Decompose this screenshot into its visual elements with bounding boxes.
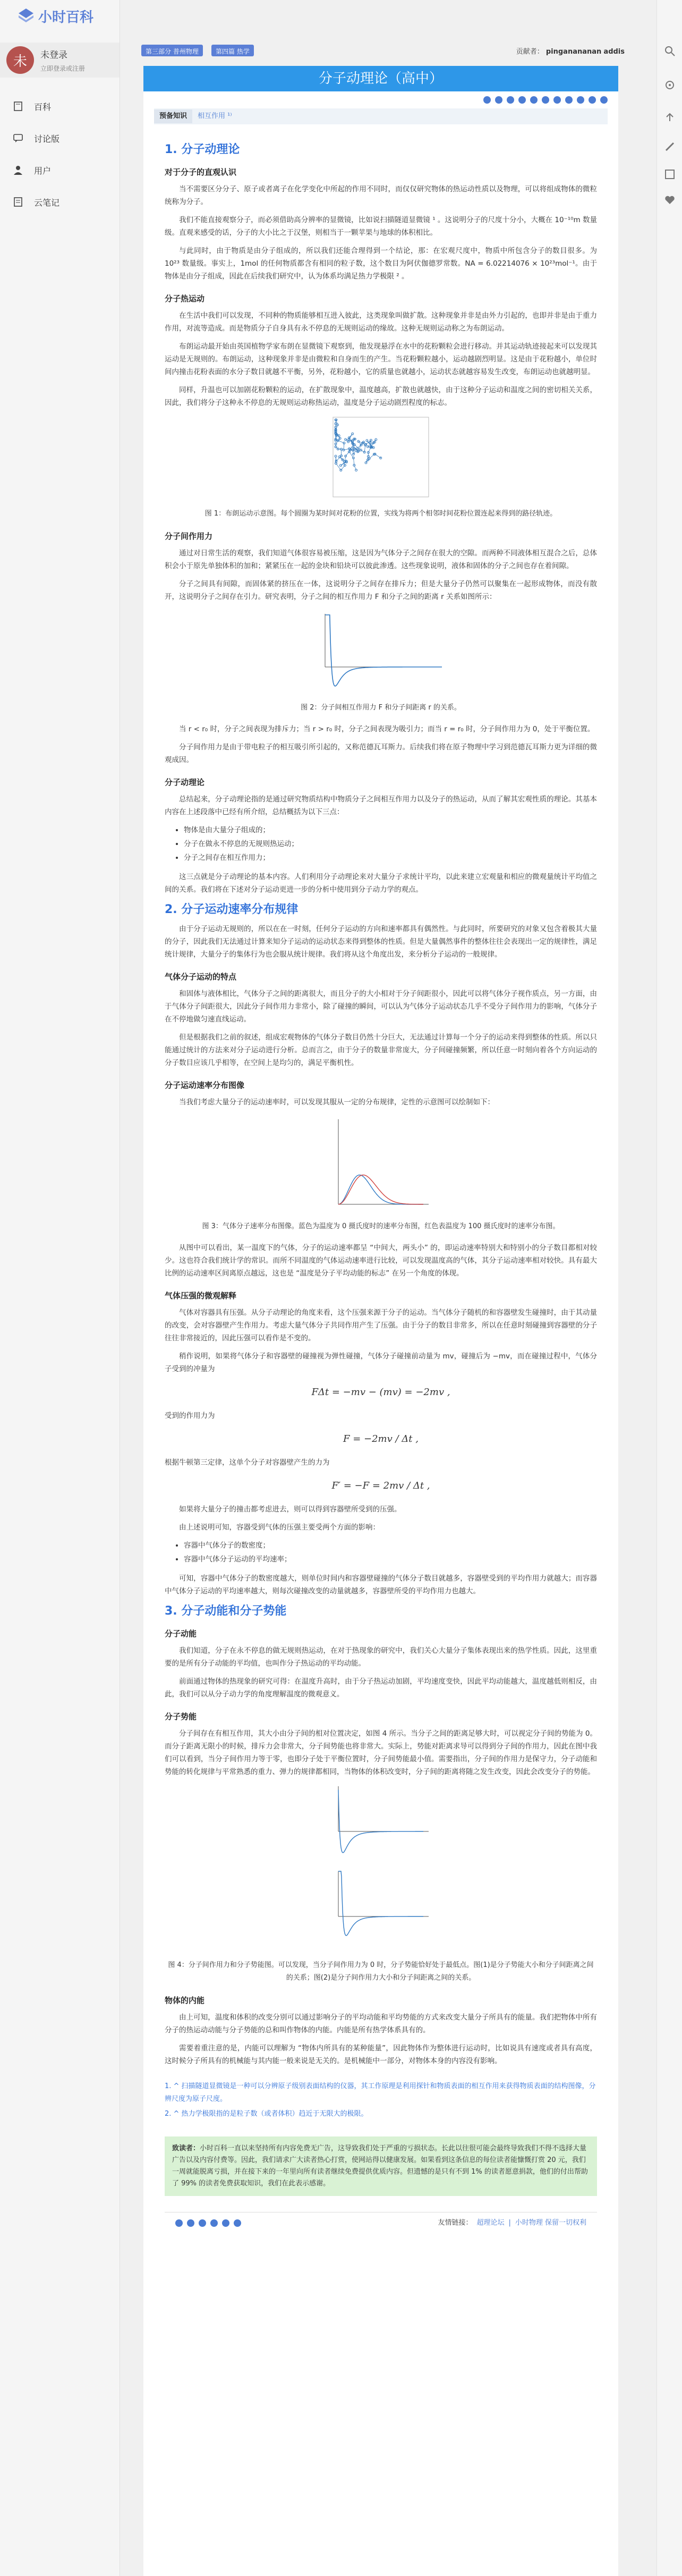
star-icon[interactable]	[234, 2219, 241, 2227]
subsection-heading: 对于分子的直观认识	[165, 167, 237, 177]
article-footer	[165, 2212, 597, 2233]
paragraph: 同样，升温也可以加剧花粉颗粒的运动，在扩散现象中，温度越高，扩散也就越快，由于这种分子运动和温度之间的密切相关关系，因此，我们将分子这种永不停息的无规则运动称热运动，温度是分子运动剧烈程度的标志。	[165, 386, 597, 407]
sidebar-item-label: 讨论版	[34, 133, 60, 144]
sidebar-item-label: 云笔记	[34, 197, 60, 208]
paragraph: 受到的作用力为	[165, 1412, 215, 1420]
paragraph: 需要着重注意的是，内能可以理解为 “物体内所具有的某种能量”，因此物体作为整体进行运动时，比如说具有速度或者具有高度，这时候分子所具有的机械能与其内能一般来说是无关的。是机械能中一部分，对物体本身的内容没有影响。	[165, 2044, 597, 2065]
paragraph: 但是根据我们之前的叙述，组成宏观物体的气体分子数目仍然十分巨大，无法通过计算每一个分子的运动来得到整体的性质。所以只能通过统计的方法来对分子运动进行分析。总而言之，由于分子的数量非常庞大，分子间碰撞频繁，所以任意一时刻向着各个方向运动的分子数目应该几乎相等，在空间上是均匀的，满足平衡机性。	[165, 1033, 597, 1067]
contributors-label: 贡献者：	[516, 48, 544, 56]
footer-links-label: 友情链接：	[438, 2218, 473, 2227]
copy-icon[interactable]	[495, 96, 502, 104]
paragraph: 分子间作用力是由于带电粒子的相互吸引所引起的，又称范德瓦耳斯力。后续我们将在原子物理中学习到范德瓦耳斯力更为详细的微观成因。	[165, 743, 597, 764]
footer-link[interactable]: 小时物理 保留一切权利	[515, 2218, 586, 2227]
logo-icon	[17, 7, 35, 25]
edit-icon[interactable]	[577, 96, 584, 104]
footnote[interactable]: 1. ^ 扫描隧道显微镜是一种可以分辨原子级别表面结构的仪器，其工作原理是利用探针和物质表面的相互作用来获得物质表面的结构图像，分辨尺度为原子尺度。	[165, 2082, 596, 2103]
paragraph: 分子之间具有间隙，而固体紧的挤压在一体，这说明分子之间存在排斥力；但是大量分子仍然可以聚集在一起形成物体，而没有散开，这说明分子之间存在引力。研究表明，分子之间的相互作用力 F 和分子之间的距离 r 关系如图所示：	[165, 580, 597, 601]
site-logo[interactable]	[0, 0, 120, 32]
figure-caption: 图 4：分子间作用力和分子势能图。可以发现，当分子间作用力为 0 时，分子势能恰好处于最低点。图(1)是分子势能大小和分子间距离之间的关系；图(2)是分子间作用力大小和分子间距离之间的关系。	[168, 1961, 594, 1982]
zoom-icon[interactable]	[210, 2219, 218, 2227]
footer-links	[438, 2217, 586, 2229]
sidebar-item-users[interactable]	[0, 154, 120, 186]
chat-icon	[13, 133, 23, 143]
paragraph: 如果将大量分子的撞击都考虑进去，则可以得到容器壁所受到的压强。	[179, 1505, 402, 1514]
figure-force	[314, 609, 447, 696]
paragraph: 从图中可以看出，某一温度下的气体，分子的运动速率都呈 “中间大，两头小” 的，即运动速率特别大和特别小的分子数目都相对较少。这也符合我们统计学的常识。而所不同温度的气体运动速率进行比较，可以发现温度高的气体，其分子运动速率相对较快。具有最大比例的运动速率区间离原点越远，这也是 “温度是分子平均动能的标志” 在另一个角度的体现。	[165, 1244, 597, 1278]
bullet-list	[184, 1539, 597, 1566]
series-100c-curve	[338, 1175, 423, 1204]
section-heading: 2. 分子运动速率分布规律	[165, 903, 299, 916]
login-link[interactable]: 立即登录或注册	[40, 65, 86, 72]
download-icon[interactable]	[565, 96, 573, 104]
paragraph: 和固体与液体相比，气体分子之间的距离很大，而且分子的大小相对于分子间距很小，因此可以将气体分子视作质点，另一方面，由于气体分子间距很大，因此分子间作用力非常小，除了碰撞的瞬间，可以认为气体分子运动状态几乎不受分子间作用力的影响，气体分子在不停地做匀速直线运动。	[165, 990, 597, 1024]
article-toolbar	[143, 91, 618, 108]
potential-curve	[338, 1790, 423, 1853]
figure-caption: 图 2：分子间相互作用力 F 和分子间距离 r 的关系。	[301, 704, 461, 712]
statement-label: 致读者：	[172, 2144, 200, 2152]
book-icon	[13, 101, 23, 112]
paragraph: 由于分子运动无规则的，所以在在一时刻，任何分子运动的方向和速率都具有偶然性。与此同时，所要研究的对象又包含着极其大量的分子，因此我们无法通过计算来知分子运动的运动状态来得到整体的性质。但是大量偶然事件的整体往往会表现出一定的规律性，满足统计规律，大量分子的集体行为也会服从统计规律。我们将从这个角度出发，来分析分子运动的一般规律。	[165, 925, 597, 959]
subsection-heading: 气体压强的微观解释	[165, 1291, 237, 1300]
search-icon[interactable]	[663, 45, 676, 57]
top-bar	[120, 0, 657, 56]
edit-icon[interactable]	[663, 168, 676, 181]
breadcrumb-chapter[interactable]: 第四篇 热学	[211, 45, 254, 56]
paragraph: 布朗运动最开始由英国植物学家布朗在显微镜下观察到，他发现悬浮在水中的花粉颗粒会进行移动。并其运动轨迹接起来可以发现其运动是无规则的。布朗运动，这种现象并非是由微粒和自身而生的产生。当花粉颗粒越小，运动越剧烈明显。这是由于花粉越小，单位时间内撞击花粉表面的水分子数目就越不平衡，另外，花粉越小，它的质量也就越小，运动状态就越容易发生改变，布朗运动也就越明显。	[165, 342, 597, 376]
subsection-heading: 分子势能	[165, 1712, 197, 1721]
right-toolbar	[657, 0, 682, 2576]
subsection-heading: 物体的内能	[165, 1996, 205, 2005]
paragraph: 可知，容器中气体分子的数密度越大，则单位时间内和容器壁碰撞的气体分子数目就越多，容器壁受到的平均作用力就越大；而容器中气体分子运动的平均速率越大，则每次碰撞改变的动量就越多，容器壁所受的平均作用力也越大。	[165, 1574, 597, 1595]
subsection-heading: 分子动能	[165, 1629, 197, 1638]
copy-icon[interactable]	[187, 2219, 194, 2227]
subsection-heading: 分子运动速率分布图像	[165, 1080, 245, 1090]
tab-prereq-link[interactable]: 相互作用 ¹⁾	[198, 112, 232, 120]
list-item: • 分子在做永不停息的无规则热运动；	[184, 838, 597, 850]
font-icon[interactable]	[199, 2219, 206, 2227]
figure-maxwell	[328, 1114, 434, 1215]
prereq-tabs	[154, 108, 608, 124]
page-title: 分子动理论（高中）	[143, 66, 618, 91]
subsection-heading: 分子动理论	[165, 778, 205, 787]
logo-text: 小时百科	[38, 9, 94, 26]
article-body	[143, 124, 618, 2233]
share-icon[interactable]	[483, 96, 491, 104]
paragraph: 当 r < r₀ 时，分子之间表现为排斥力；当 r > r₀ 时，分子之间表现为吸引力；而当 r = r₀ 时，分子间作用力为 0，处于平衡位置。	[179, 725, 595, 733]
list-item: • 物体是由大量分子组成的；	[184, 824, 597, 837]
figure-brownian	[328, 415, 434, 502]
force-curve	[338, 1871, 423, 1936]
figure-potential	[328, 1784, 434, 1954]
bookmark-icon[interactable]	[589, 96, 596, 104]
sidebar-item-baike[interactable]	[0, 90, 120, 122]
cloud-note-icon	[13, 197, 23, 207]
formula: F′ = −F = 2mv / Δt ,	[331, 1480, 430, 1491]
sidebar-item-cloud-notes[interactable]	[0, 186, 120, 218]
figure-caption: 图 3：气体分子速率分布图像。蓝色为温度为 0 摄氏度时的速率分布图，红色表温度为 100 摄氏度时的速率分布图。	[202, 1222, 560, 1230]
sidebar-item-label: 用户	[34, 165, 52, 176]
font-icon[interactable]	[507, 96, 514, 104]
paragraph: 这三点就是分子动理论的基本内容。人们利用分子动理论来对大量分子求统计平均，以此来建立宏观量和相应的微观量统计平均值之间的关系。我们将在下述对分子运动更进一步的分析中使用到分子动力学的观点。	[165, 873, 597, 894]
brownian-path	[336, 420, 381, 470]
formula: F = −2mv / Δt ,	[343, 1433, 419, 1445]
paragraph: 分子间存在有相互作用，其大小由分子间的相对位置决定，如图 4 所示。当分子之间的距离足够大时，可以视定分子间的势能为 0。而分子距离无限小的时候，排斥力会非常大，分子间势能也将非常大。实际上，势能对距离求导可以得到分子间的作用力，因此在图中我们可以看到，当分子间作用力等于零，也即分子处于平衡位置时，分子间势能最小值。需要指出，分子间的作用力是保守力，分子动能和势能的转化规律与平常熟悉的重力、弹力的规律都相同，当物体的体积改变时，分子间的距离将随之发生改变，因此会改变分子的势能。	[165, 1729, 597, 1776]
paragraph: 通过对日常生活的观察，我们知道气体很容易被压缩，这是因为气体分子之间存在很大的空隙。而两种不同液体相互混合之后，总体积会小于原先单独体积的加和；紧紧压在一起的金块和铅块可以彼此渗透。这些现象说明，液体和固体的分子之间也存在着间隙。	[165, 549, 597, 570]
subsection-heading: 分子热运动	[165, 294, 205, 303]
pencil-icon[interactable]	[663, 140, 676, 153]
settings-icon[interactable]	[663, 79, 676, 91]
paragraph: 与此同时，由于物质是由分子组成的，所以我们还能合理得到一个结论，那：在宏观尺度中，物质中所包含分子的数目很多。为 10²³ 数量级。事实上，1mol 的任何物质都含有相同的粒子数，这个数目为阿伏伽德罗常数。NA = 6.02214076 × 10²³mol⁻¹。由于物体是由分子组成，因此在后续我们研究中，认为体系均满足热力学极限 ² 。	[165, 247, 597, 281]
footnotes	[165, 2080, 597, 2121]
sidebar-nav	[0, 90, 120, 218]
star-icon[interactable]	[542, 96, 549, 104]
print-icon[interactable]	[222, 2219, 229, 2227]
paragraph: 稍作说明，如果将气体分子和容器壁的碰撞视为弹性碰撞，气体分子碰撞前动量为 mv，碰撞后为 −mv，而在碰撞过程中，气体分子受到的冲量为	[165, 1352, 597, 1373]
footer-icons	[175, 2219, 241, 2227]
sidebar	[0, 0, 120, 2576]
paragraph: 在生活中我们可以发现，不同种的物质能够相互进入彼此，这类现象叫做扩散。这种现象并非是由外力引起的，也即并非是由于重力作用，对流等造成。而是物质分子自身具有永不停息的无规则运动的缘故。这种无规则运动称之为布朗运动。	[165, 311, 597, 333]
formula: FΔt = −mv − (mv) = −2mv ,	[311, 1387, 450, 1398]
subsection-heading: 分子间作用力	[165, 531, 213, 541]
paragraph: 由上可知，温度和体积的改变分别可以通过影响分子的平均动能和平均势能的方式来改变大量分子所具有的能量。我们把物体中所有分子的热运动动能与分子势能的总和叫作物体的内能。内能是所有热学体系具有的。	[165, 2013, 597, 2034]
article-page	[143, 66, 618, 2576]
paragraph: 根据牛顿第三定律，这单个分子对容器壁产生的力为	[165, 1458, 330, 1467]
footnote[interactable]: 2. ^ 热力学极限指的是粒子数（或者体积）趋近于无限大的极限。	[165, 2110, 368, 2118]
user-name: 未登录	[40, 50, 67, 61]
upload-icon[interactable]	[663, 112, 676, 124]
paragraph: 当我们考虑大量分子的运动速率时，可以发现其服从一定的分布规律，定性的示意图可以绘制如下：	[179, 1098, 495, 1107]
list-item: • 分子之间存在相互作用力；	[184, 851, 597, 864]
subsection-heading: 气体分子运动的特点	[165, 972, 237, 982]
section-heading: 3. 分子动能和分子势能	[165, 1604, 287, 1618]
statement-text: 小时百科一直以来坚持所有内容免费无广告，这导致我们处于严重的亏损状态。长此以往很可能会最终导致我们不得不选择大量广告以及内容付费等。因此，我们请求广大读者热心打赏，使网站得以健康发展。如果看到这条信息的每位读者能慷慨打赏 20 元，我们一周就能脱离亏损，并在接下来的一年里向所有读者继续免费提供优质内容。但遗憾的是只有不到 1% 的读者愿意捐款，他们的付出帮助了 99% 的读者免费获取知识，我们在此表示感谢。	[172, 2144, 588, 2188]
paragraph: 我们知道，分子在永不停息的做无规则热运动，在对于热现象的研究中，我们关心大量分子集体表现出来的热学性质。因此，这里重要的是所有分子动能的平均值，也叫作分子热运动的平均动能。	[165, 1646, 597, 1668]
avatar: 未	[6, 46, 34, 74]
menu-icon[interactable]	[600, 96, 608, 104]
contributor-1[interactable]: pinganananan	[545, 48, 602, 56]
reader-statement	[165, 2136, 597, 2196]
figure-caption: 图 1：布朗运动示意图。每个圆圈为某时间对花粉的位置，实线为将两个相邻时间花粉位置连起来得到的路径轨迹。	[204, 510, 557, 518]
history-icon[interactable]	[530, 96, 538, 104]
heart-icon[interactable]	[663, 193, 676, 206]
paragraph: 我们不能直接观察分子，而必须借助高分辨率的显微镜，比如说扫描隧道显微镜 ¹ 。这说明分子的尺度十分小，大概在 10⁻¹⁰m 数量级。直观来感受的话，分子的大小比之于汉堡，则相当于一颗苹果与地球的体积相比。	[165, 216, 597, 237]
list-item: • 容器中气体分子运动的平均速率；	[184, 1553, 597, 1566]
series-0c-curve	[338, 1175, 423, 1204]
bullet-list	[184, 824, 597, 864]
sidebar-item-forum[interactable]	[0, 122, 120, 154]
list-item: • 容器中气体分子的数密度；	[184, 1539, 597, 1552]
tab-prerequisites[interactable]: 预备知识	[154, 109, 192, 123]
user-icon	[13, 165, 23, 175]
paragraph: 气体对容器具有压强。从分子动理论的角度来看，这个压强来源于分子的运动。当气体分子随机的和容器壁发生碰撞时，由于其动量的改变，会对容器壁产生作用力。考虑大量气体分子共同作用产生了压强。由于分子的数目非常多，所以在任意时刻碰撞到容器壁的分子往往非常接近的，因此压强可以看作是不变的。	[165, 1308, 597, 1342]
section-heading: 1. 分子动理论	[165, 143, 240, 156]
footer-link[interactable]: 超理论坛	[476, 2218, 505, 2227]
print-icon[interactable]	[553, 96, 561, 104]
paragraph: 当不需要区分分子、原子或者离子在化学变化中所起的作用不同时，而仅仅研究物体的热运动性质以及物理，可以将组成物体的微粒统称为分子。	[165, 185, 597, 206]
sidebar-item-label: 百科	[34, 102, 52, 112]
paragraph: 前面通过物体的热现象的研究可得：在温度升高时，由于分子热运动加剧，平均速度变快，因此平均动能越大，温度越低则相反，由此，我们可以从分子动力学的角度理解温度的微观意义。	[165, 1677, 597, 1699]
breadcrumb-part[interactable]: 第三部分 普州物理	[141, 45, 203, 56]
paragraph: 由上述说明可知，容器受到气体的压强主要受两个方面的影响：	[179, 1523, 380, 1532]
contributors	[516, 46, 625, 56]
force-curve	[325, 615, 442, 686]
user-card[interactable]	[0, 43, 120, 78]
footer-link[interactable]: |	[508, 2218, 511, 2227]
zoom-icon[interactable]	[518, 96, 526, 104]
contributor-2[interactable]: addis	[603, 48, 625, 56]
paragraph: 总结起来，分子动理论指的是通过研究物质结构中物质分子之间相互作用力以及分子的热运动，从而了解其宏观性质的理论。其基本内容在上述段落中已经有所介绍，总结概括为以下三点：	[165, 795, 597, 816]
share-icon[interactable]	[175, 2219, 183, 2227]
